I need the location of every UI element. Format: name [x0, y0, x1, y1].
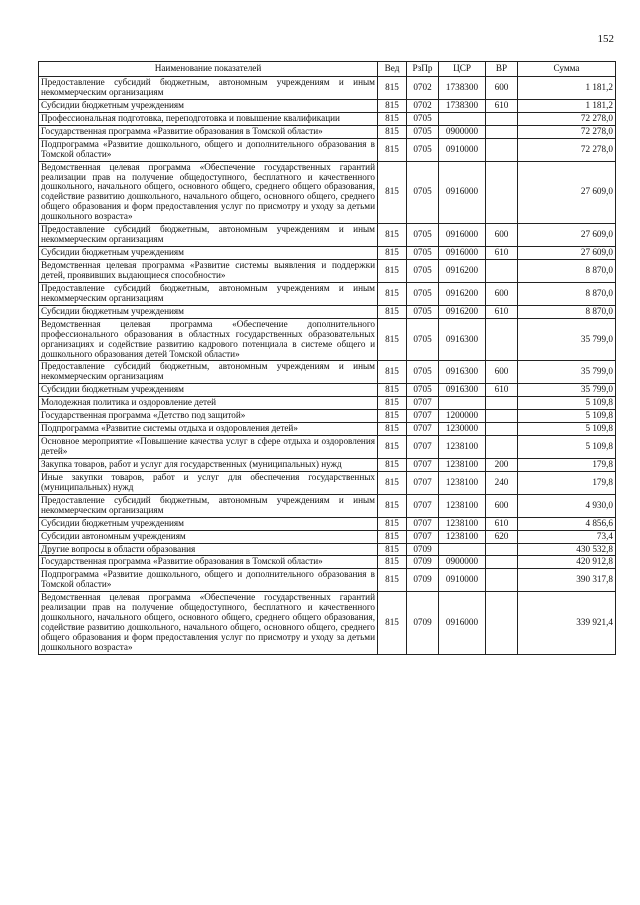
cell-name: Предоставление субсидий бюджетным, автономным учреждениям и иным некоммерческим организациям [39, 282, 378, 305]
cell-vr: 610 [486, 247, 518, 260]
table-row [39, 494, 616, 517]
page-number: 152 [597, 33, 614, 45]
cell-rzpr: 0705 [407, 361, 439, 384]
cell-vr: 610 [486, 99, 518, 112]
cell-csr: 1738300 [439, 77, 486, 100]
cell-vr: 240 [486, 471, 518, 494]
cell-sum: 179,8 [518, 471, 616, 494]
cell-rzpr: 0709 [407, 592, 439, 655]
cell-vr: 610 [486, 517, 518, 530]
column-header-sum: Сумма [518, 62, 616, 77]
cell-vr: 600 [486, 494, 518, 517]
cell-name: Подпрограмма «Развитие системы отдыха и оздоровления детей» [39, 423, 378, 436]
cell-csr: 0916300 [439, 361, 486, 384]
cell-sum: 8 870,0 [518, 260, 616, 283]
cell-sum: 5 109,8 [518, 423, 616, 436]
cell-rzpr: 0707 [407, 423, 439, 436]
cell-rzpr: 0707 [407, 397, 439, 410]
cell-sum: 8 870,0 [518, 282, 616, 305]
cell-vr: 600 [486, 224, 518, 247]
cell-sum: 72 278,0 [518, 112, 616, 125]
column-header-ved: Вед [378, 62, 407, 77]
cell-vr [486, 397, 518, 410]
cell-ved: 815 [378, 384, 407, 397]
cell-csr: 1238100 [439, 471, 486, 494]
cell-vr [486, 112, 518, 125]
table-row [39, 125, 616, 138]
cell-name: Предоставление субсидий бюджетным, автономным учреждениям и иным некоммерческим организациям [39, 494, 378, 517]
cell-ved: 815 [378, 458, 407, 471]
cell-csr: 1738300 [439, 99, 486, 112]
cell-ved: 815 [378, 397, 407, 410]
cell-vr [486, 410, 518, 423]
cell-ved: 815 [378, 99, 407, 112]
cell-name: Закупка товаров, работ и услуг для государственных (муниципальных) нужд [39, 458, 378, 471]
cell-rzpr: 0709 [407, 569, 439, 592]
cell-rzpr: 0709 [407, 543, 439, 556]
table-row [39, 305, 616, 318]
cell-vr: 610 [486, 305, 518, 318]
cell-csr: 0916000 [439, 247, 486, 260]
cell-vr [486, 436, 518, 459]
cell-rzpr: 0702 [407, 77, 439, 100]
cell-csr [439, 543, 486, 556]
cell-vr [486, 125, 518, 138]
cell-ved: 815 [378, 138, 407, 161]
cell-ved: 815 [378, 260, 407, 283]
cell-ved: 815 [378, 410, 407, 423]
cell-sum: 4 856,6 [518, 517, 616, 530]
cell-rzpr: 0707 [407, 494, 439, 517]
cell-name: Ведомственная целевая программа «Обеспечение государственных гарантий реализации прав на получение общедоступного, бесплатного и качественного дошкольного, начального общего, основного общего, среднего общего образования, содействие развитию дошкольного, начального общего, основного общего, среднего общего образования и форм предоставления услуг по присмотру и уходу за детьми дошкольного возраста» [39, 161, 378, 224]
column-header-csr: ЦСР [439, 62, 486, 77]
cell-sum: 179,8 [518, 458, 616, 471]
cell-ved: 815 [378, 282, 407, 305]
table-row [39, 260, 616, 283]
cell-rzpr: 0707 [407, 410, 439, 423]
cell-csr: 0900000 [439, 125, 486, 138]
cell-ved: 815 [378, 247, 407, 260]
cell-rzpr: 0709 [407, 556, 439, 569]
table-row [39, 517, 616, 530]
cell-name: Предоставление субсидий бюджетным, автономным учреждениям и иным некоммерческим организациям [39, 77, 378, 100]
cell-csr: 0916300 [439, 318, 486, 361]
cell-rzpr: 0707 [407, 471, 439, 494]
cell-csr: 1238100 [439, 494, 486, 517]
cell-sum: 35 799,0 [518, 361, 616, 384]
cell-name: Субсидии бюджетным учреждениям [39, 99, 378, 112]
cell-sum: 8 870,0 [518, 305, 616, 318]
cell-ved: 815 [378, 224, 407, 247]
cell-ved: 815 [378, 517, 407, 530]
cell-sum: 73,4 [518, 530, 616, 543]
cell-rzpr: 0705 [407, 112, 439, 125]
cell-csr: 0916200 [439, 305, 486, 318]
cell-sum: 27 609,0 [518, 247, 616, 260]
cell-ved: 815 [378, 569, 407, 592]
cell-vr [486, 260, 518, 283]
cell-ved: 815 [378, 543, 407, 556]
cell-sum: 27 609,0 [518, 161, 616, 224]
cell-rzpr: 0702 [407, 99, 439, 112]
cell-name: Ведомственная целевая программа «Обеспечение государственных гарантий реализации прав на получение общедоступного, бесплатного и качественного дошкольного, начального общего, основного общего, среднего общего образования, содействие развитию дошкольного, начального общего, основного общего, среднего общего образования и форм предоставления услуг по присмотру и уходу за детьми дошкольного возраста» [39, 592, 378, 655]
cell-vr [486, 543, 518, 556]
table-row [39, 556, 616, 569]
cell-rzpr: 0705 [407, 305, 439, 318]
cell-sum: 72 278,0 [518, 138, 616, 161]
cell-csr [439, 397, 486, 410]
cell-ved: 815 [378, 361, 407, 384]
table-row [39, 423, 616, 436]
table-row [39, 161, 616, 224]
column-header-vr: ВР [486, 62, 518, 77]
cell-ved: 815 [378, 125, 407, 138]
table-body [39, 77, 616, 655]
cell-name: Ведомственная целевая программа «Развитие системы выявления и поддержки детей, проявивших выдающиеся способности» [39, 260, 378, 283]
cell-csr: 1200000 [439, 410, 486, 423]
cell-name: Предоставление субсидий бюджетным, автономным учреждениям и иным некоммерческим организациям [39, 224, 378, 247]
table-row [39, 112, 616, 125]
cell-rzpr: 0705 [407, 161, 439, 224]
table-row [39, 410, 616, 423]
budget-table [38, 61, 616, 655]
cell-rzpr: 0705 [407, 282, 439, 305]
cell-csr: 0916200 [439, 260, 486, 283]
table-row [39, 282, 616, 305]
table-header-row [39, 62, 616, 77]
table-row [39, 543, 616, 556]
cell-rzpr: 0707 [407, 458, 439, 471]
cell-ved: 815 [378, 112, 407, 125]
cell-vr [486, 318, 518, 361]
cell-ved: 815 [378, 494, 407, 517]
cell-rzpr: 0705 [407, 318, 439, 361]
table-row [39, 361, 616, 384]
cell-csr: 0916300 [439, 384, 486, 397]
cell-name: Субсидии бюджетным учреждениям [39, 384, 378, 397]
table-row [39, 436, 616, 459]
cell-sum: 4 930,0 [518, 494, 616, 517]
cell-csr: 0910000 [439, 138, 486, 161]
cell-name: Основное мероприятие «Повышение качества услуг в сфере отдыха и оздоровления детей» [39, 436, 378, 459]
cell-ved: 815 [378, 530, 407, 543]
cell-sum: 27 609,0 [518, 224, 616, 247]
cell-ved: 815 [378, 592, 407, 655]
cell-sum: 35 799,0 [518, 318, 616, 361]
cell-csr: 1230000 [439, 423, 486, 436]
cell-rzpr: 0705 [407, 224, 439, 247]
cell-ved: 815 [378, 77, 407, 100]
cell-name: Государственная программа «Развитие образования в Томской области» [39, 125, 378, 138]
cell-csr: 0916000 [439, 161, 486, 224]
cell-ved: 815 [378, 305, 407, 318]
cell-ved: 815 [378, 423, 407, 436]
cell-ved: 815 [378, 318, 407, 361]
cell-rzpr: 0707 [407, 517, 439, 530]
column-header-rzpr: РзПр [407, 62, 439, 77]
cell-vr: 600 [486, 77, 518, 100]
cell-name: Другие вопросы в области образования [39, 543, 378, 556]
cell-csr: 1238100 [439, 530, 486, 543]
table-row [39, 384, 616, 397]
cell-name: Профессиональная подготовка, переподготовка и повышение квалификации [39, 112, 378, 125]
cell-vr [486, 569, 518, 592]
cell-rzpr: 0705 [407, 138, 439, 161]
cell-ved: 815 [378, 161, 407, 224]
cell-sum: 5 109,8 [518, 410, 616, 423]
cell-vr: 600 [486, 282, 518, 305]
cell-name: Субсидии бюджетным учреждениям [39, 247, 378, 260]
table-row [39, 318, 616, 361]
cell-sum: 390 317,8 [518, 569, 616, 592]
cell-rzpr: 0705 [407, 260, 439, 283]
cell-rzpr: 0705 [407, 125, 439, 138]
cell-sum: 1 181,2 [518, 77, 616, 100]
cell-vr: 610 [486, 384, 518, 397]
cell-csr: 1238100 [439, 517, 486, 530]
cell-csr: 0916000 [439, 224, 486, 247]
cell-rzpr: 0705 [407, 247, 439, 260]
cell-vr: 200 [486, 458, 518, 471]
cell-rzpr: 0707 [407, 530, 439, 543]
cell-csr: 0916000 [439, 592, 486, 655]
cell-name: Субсидии бюджетным учреждениям [39, 517, 378, 530]
cell-sum: 430 532,8 [518, 543, 616, 556]
cell-csr: 1238100 [439, 436, 486, 459]
cell-csr [439, 112, 486, 125]
table-row [39, 530, 616, 543]
cell-vr [486, 556, 518, 569]
cell-sum: 35 799,0 [518, 384, 616, 397]
cell-vr: 620 [486, 530, 518, 543]
cell-name: Государственная программа «Детство под защитой» [39, 410, 378, 423]
cell-csr: 0900000 [439, 556, 486, 569]
cell-vr [486, 138, 518, 161]
cell-name: Молодежная политика и оздоровление детей [39, 397, 378, 410]
cell-sum: 72 278,0 [518, 125, 616, 138]
table-row [39, 569, 616, 592]
cell-csr: 1238100 [439, 458, 486, 471]
cell-name: Подпрограмма «Развитие дошкольного, общего и дополнительного образования в Томской области» [39, 569, 378, 592]
table-row [39, 592, 616, 655]
table-row [39, 138, 616, 161]
table-row [39, 397, 616, 410]
column-header-name: Наименование показателей [39, 62, 378, 77]
cell-ved: 815 [378, 471, 407, 494]
cell-name: Государственная программа «Развитие образования в Томской области» [39, 556, 378, 569]
cell-name: Предоставление субсидий бюджетным, автономным учреждениям и иным некоммерческим организациям [39, 361, 378, 384]
cell-vr: 600 [486, 361, 518, 384]
table-row [39, 224, 616, 247]
cell-name: Ведомственная целевая программа «Обеспечение дополнительного профессионального образования в областных государственных образовательных организациях и содействие развитию кадрового потенциала в системе общего и дошкольного образования детей Томской области» [39, 318, 378, 361]
cell-vr [486, 161, 518, 224]
cell-sum: 339 921,4 [518, 592, 616, 655]
cell-name: Субсидии автономным учреждениям [39, 530, 378, 543]
cell-name: Иные закупки товаров, работ и услуг для обеспечения государственных (муниципальных) нужд [39, 471, 378, 494]
table-row [39, 99, 616, 112]
table-row [39, 471, 616, 494]
table-row [39, 458, 616, 471]
cell-rzpr: 0705 [407, 384, 439, 397]
cell-sum: 1 181,2 [518, 99, 616, 112]
cell-sum: 420 912,8 [518, 556, 616, 569]
cell-vr [486, 592, 518, 655]
cell-ved: 815 [378, 556, 407, 569]
cell-csr: 0910000 [439, 569, 486, 592]
table-row [39, 77, 616, 100]
cell-vr [486, 423, 518, 436]
cell-csr: 0916200 [439, 282, 486, 305]
cell-sum: 5 109,8 [518, 436, 616, 459]
cell-rzpr: 0707 [407, 436, 439, 459]
cell-name: Подпрограмма «Развитие дошкольного, общего и дополнительного образования в Томской области» [39, 138, 378, 161]
cell-ved: 815 [378, 436, 407, 459]
table-row [39, 247, 616, 260]
cell-sum: 5 109,8 [518, 397, 616, 410]
cell-name: Субсидии бюджетным учреждениям [39, 305, 378, 318]
